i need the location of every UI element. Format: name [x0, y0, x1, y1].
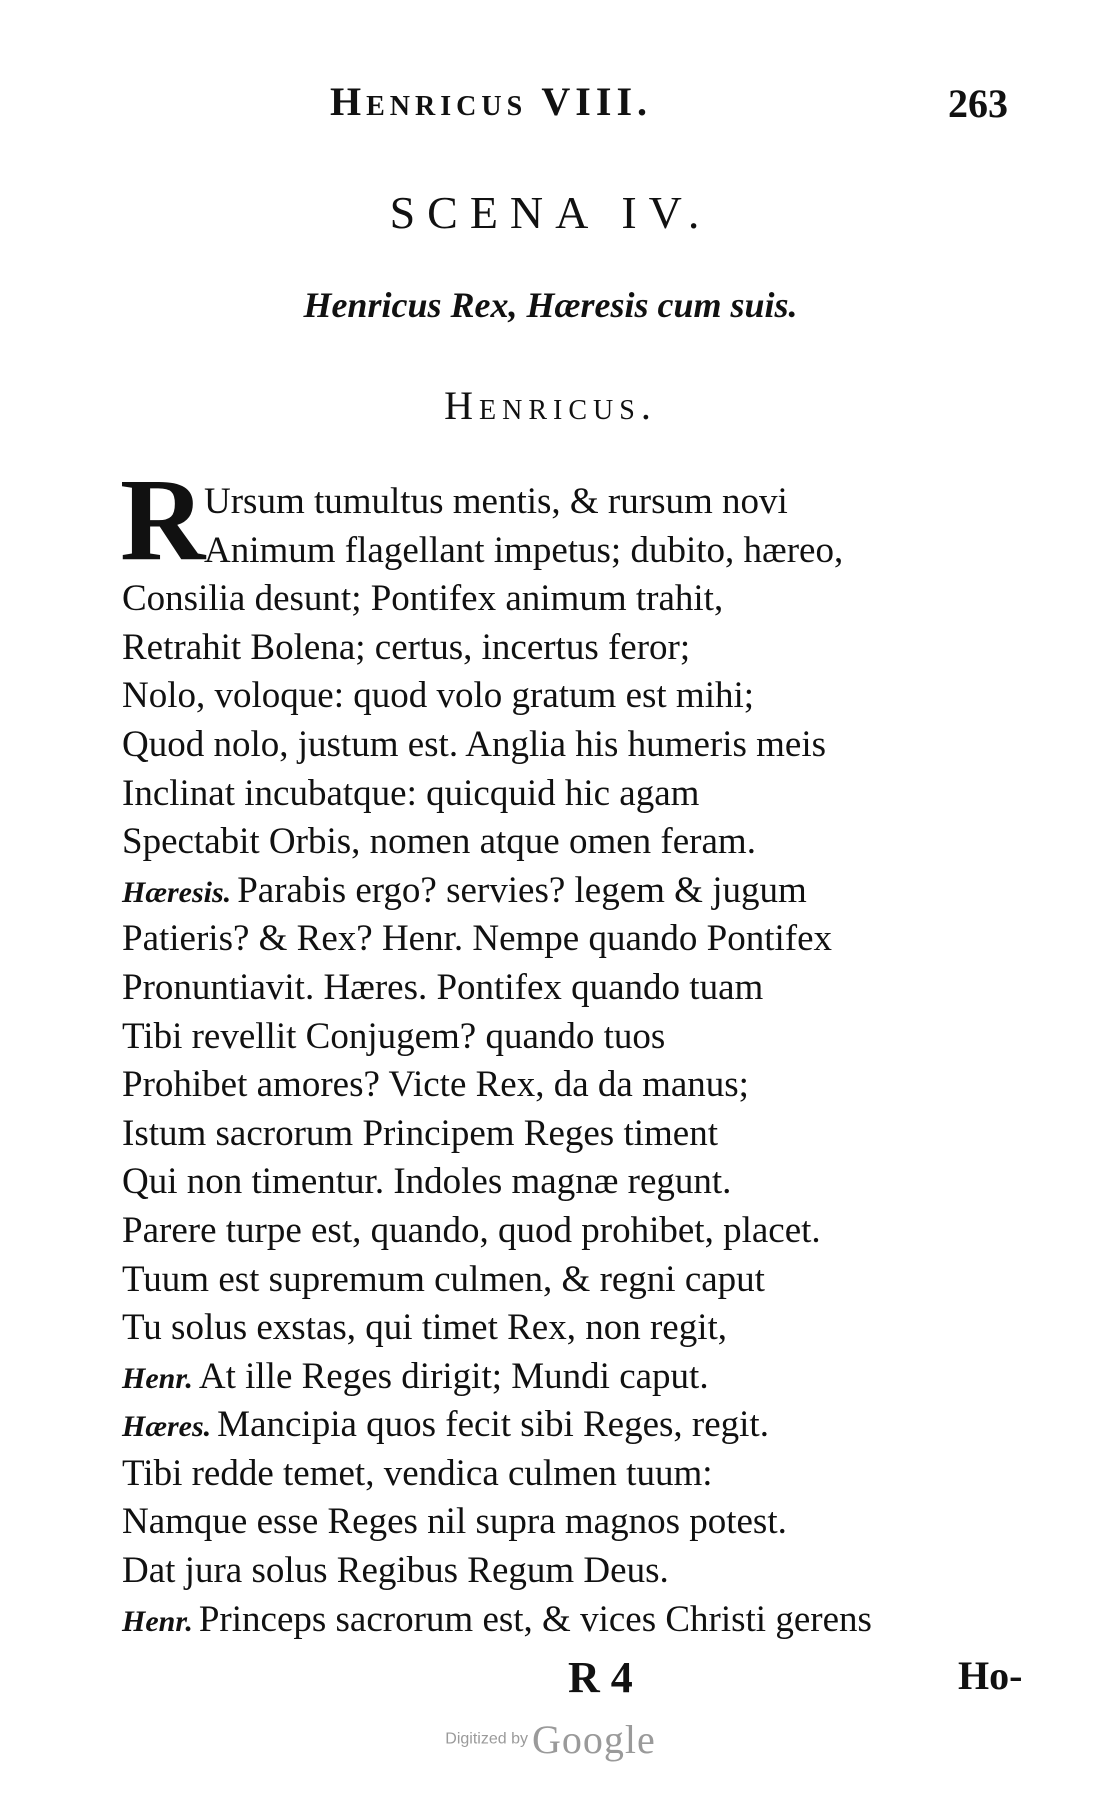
verse-line — [122, 1061, 1052, 1110]
verse-text: Namque esse Reges nil supra magnos potest. — [122, 1501, 787, 1543]
verse-line — [122, 1596, 1052, 1645]
verse-line — [122, 770, 1052, 819]
verse-line — [122, 1256, 1052, 1305]
verse-text: Retrahit Bolena; certus, incertus feror; — [122, 626, 691, 668]
verse-line — [122, 964, 1052, 1013]
signature-mark: R 4 — [568, 1653, 633, 1702]
verse-line — [122, 915, 1052, 964]
verse-line — [122, 478, 1052, 527]
verse-line — [122, 527, 1052, 576]
verse-line — [122, 672, 1052, 721]
verse-text: Consilia desunt; Pontifex animum trahit, — [122, 578, 724, 620]
verse-text: Pronuntiavit. Hæres. Pontifex quando tuam — [122, 966, 764, 1008]
verse-text: Prohibet amores? Victe Rex, da da manus; — [122, 1064, 749, 1106]
verse-line — [122, 624, 1052, 673]
verse-line — [122, 1353, 1052, 1402]
speaker-label: Hæresis. — [122, 875, 232, 909]
page-number: 263 — [948, 81, 1008, 126]
verse-text: At ille Reges dirigit; Mundi caput. — [198, 1355, 709, 1397]
running-title: Henricus VIII. — [330, 79, 653, 124]
verse-text: Qui non timentur. Indoles magnæ regunt. — [122, 1161, 732, 1203]
speaker-label: Henr. — [122, 1361, 193, 1395]
verse-text: Dat jura solus Regibus Regum Deus. — [122, 1550, 669, 1592]
verse-text: Istum sacrorum Principem Reges timent — [122, 1112, 718, 1154]
verse-text: Tuum est supremum culmen, & regni caput — [122, 1258, 765, 1300]
verse-line — [122, 721, 1052, 770]
verse-text: Princeps sacrorum est, & vices Christi gerens — [198, 1598, 872, 1640]
verse-text: Nolo, voloque: quod volo gratum est mihi; — [122, 675, 755, 717]
verse-text: Tu solus exstas, qui timet Rex, non regit, — [122, 1307, 728, 1349]
verse-line — [122, 1547, 1052, 1596]
verse-block — [122, 478, 1052, 1644]
verse-text: Animum flagellant impetus; dubito, hæreo, — [204, 529, 844, 571]
verse-text: Patieris? & Rex? Henr. Nempe quando Pontifex — [122, 918, 833, 960]
verse-line — [122, 818, 1052, 867]
verse-line — [122, 1110, 1052, 1159]
verse-text: Inclinat incubatque: quicquid hic agam — [122, 772, 700, 814]
verse-text: Tibi revellit Conjugem? quando tuos — [122, 1015, 666, 1057]
verse-text: Parabis ergo? servies? legem & jugum — [237, 869, 807, 911]
verse-text: Mancipia quos fecit sibi Reges, regit. — [217, 1404, 769, 1446]
google-logo: Google — [531, 1717, 656, 1762]
verse-text: Quod nolo, justum est. Anglia his humeris meis — [122, 723, 827, 765]
verse-line — [122, 1498, 1052, 1547]
verse-line — [122, 867, 1052, 916]
verse-line — [122, 575, 1052, 624]
verse-line — [122, 1207, 1052, 1256]
verse-line — [122, 1158, 1052, 1207]
speaker-label: Hæres. — [122, 1410, 212, 1444]
verse-text: Spectabit Orbis, nomen atque omen feram. — [122, 821, 756, 863]
speaker-label: Henr. — [122, 1604, 193, 1638]
cast-list: Henricus Rex, Hæresis cum suis. — [303, 285, 798, 325]
verse-text: Tibi redde temet, vendica culmen tuum: — [122, 1452, 713, 1494]
verse-line — [122, 1304, 1052, 1353]
catchword: Ho- — [958, 1653, 1023, 1698]
running-head — [0, 78, 1101, 128]
digitization-watermark — [0, 1716, 1101, 1763]
verse-line — [122, 1401, 1052, 1450]
verse-text: Parere turpe est, quando, quod prohibet, placet. — [122, 1209, 821, 1251]
verse-line — [122, 1450, 1052, 1499]
verse-line — [122, 1013, 1052, 1062]
watermark-prefix: Digitized by — [445, 1730, 528, 1748]
scene-heading: SCENA IV. — [389, 187, 712, 238]
page-footer — [0, 1652, 1101, 1712]
drop-cap: R — [120, 454, 206, 585]
speaker-heading: Henricus. — [444, 383, 657, 428]
verse-text: Ursum tumultus mentis, & rursum novi — [204, 481, 788, 522]
